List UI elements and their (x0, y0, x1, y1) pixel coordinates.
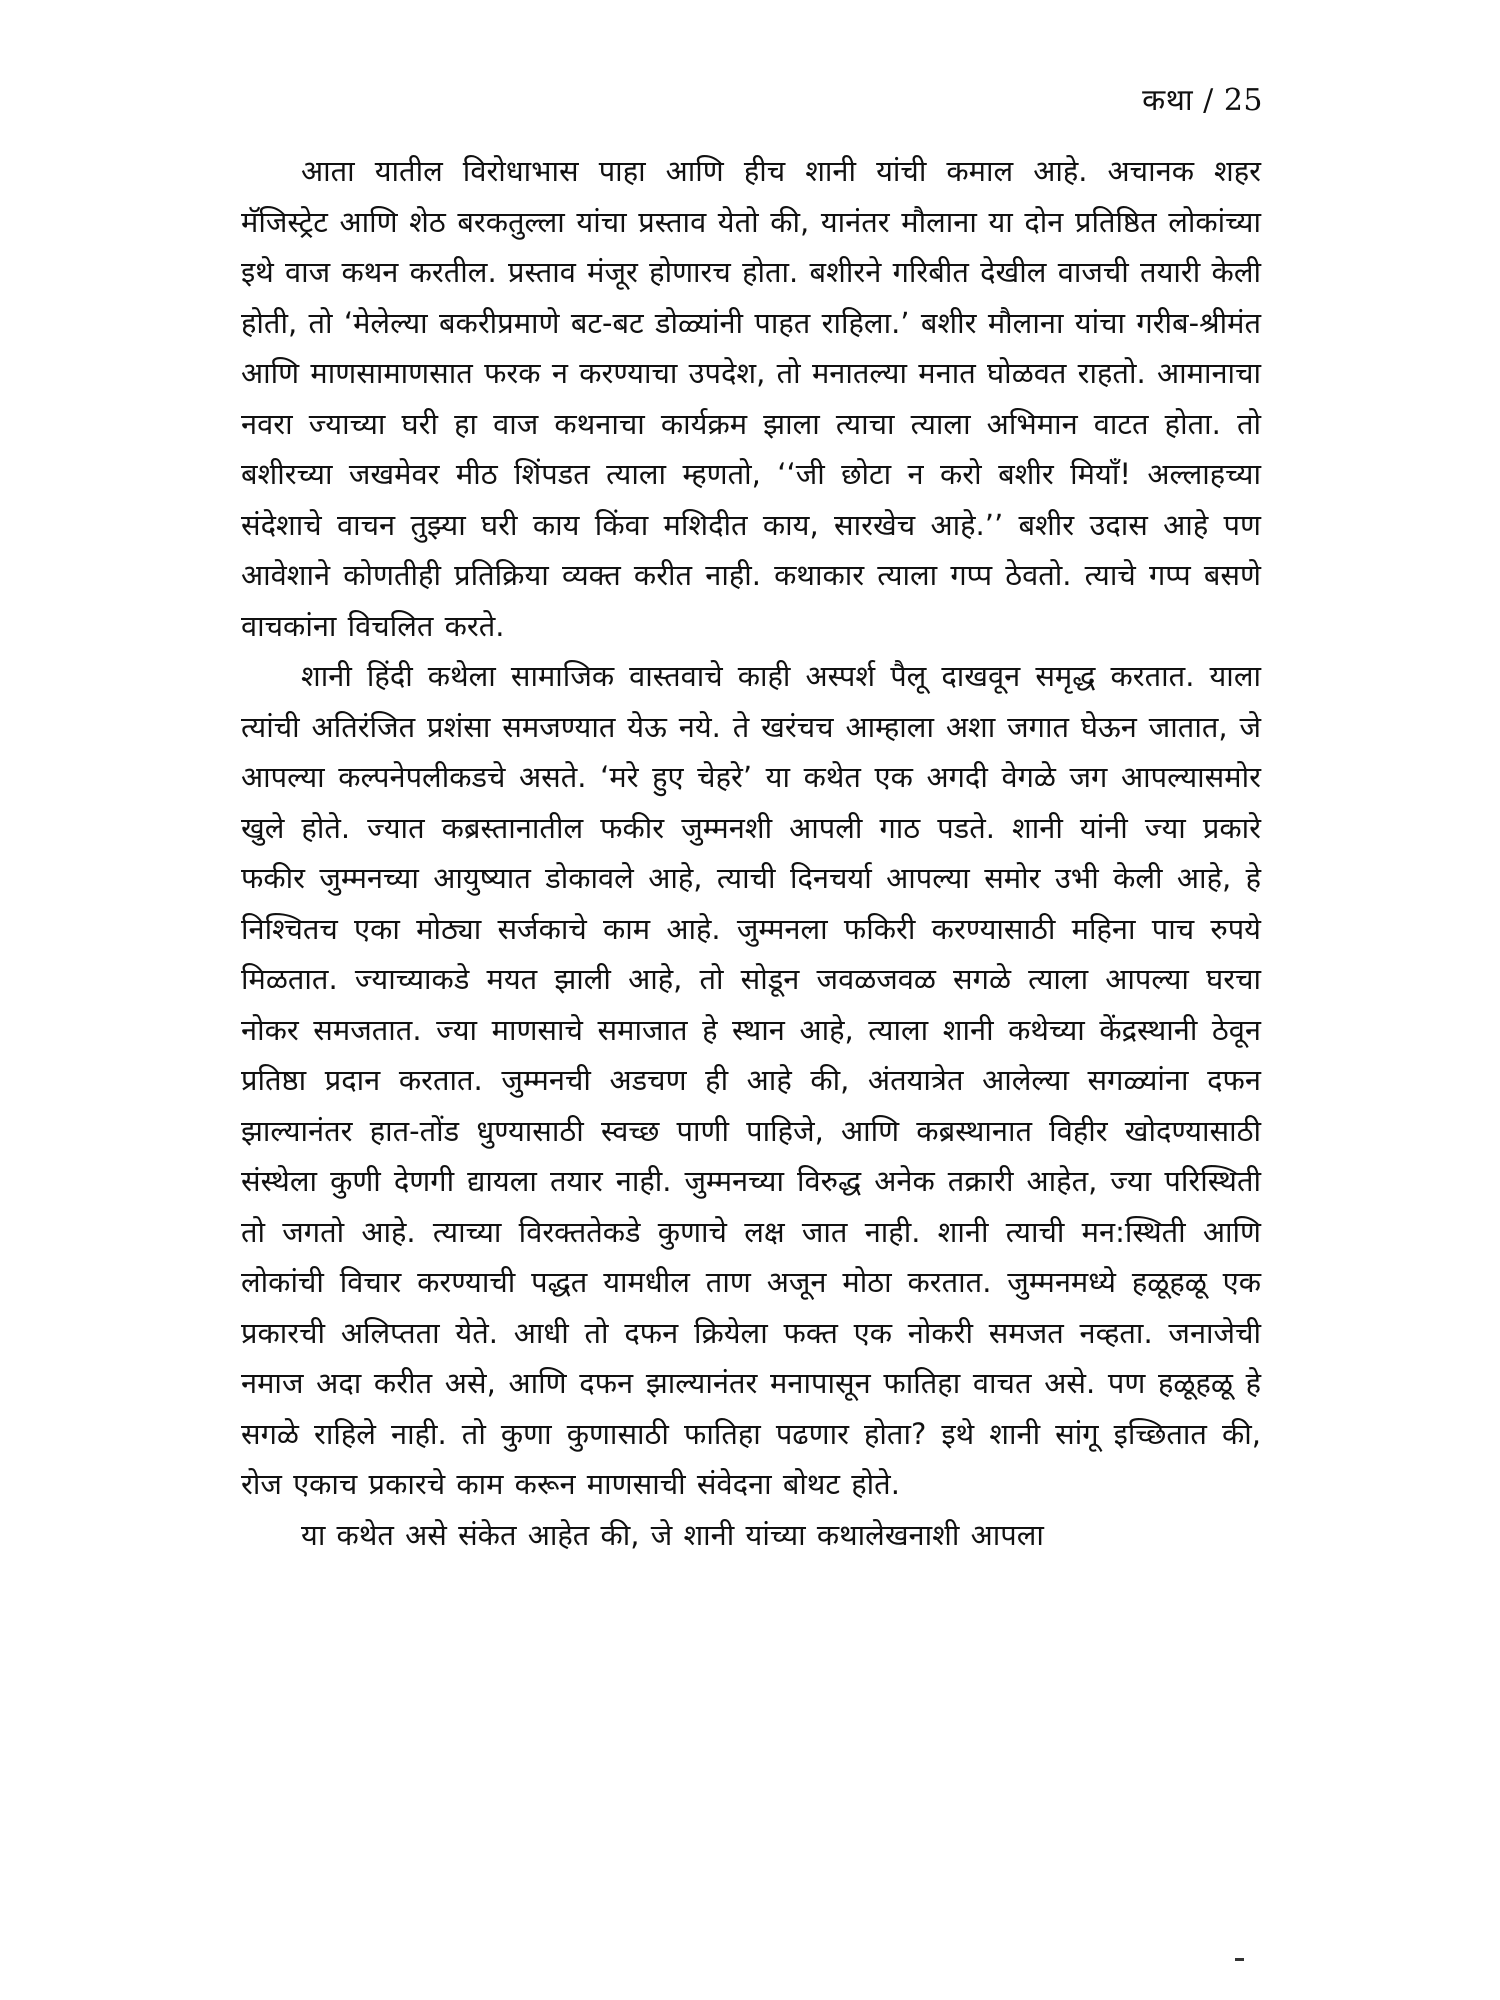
paragraph-1: आता यातील विरोधाभास पाहा आणि हीच शानी यांची कमाल आहे. अचानक शहर मॅजिस्ट्रेट आणि शेठ बरकतुल्ला यांचा प्रस्ताव येतो की, यानंतर मौलाना या दोन प्रतिष्ठित लोकांच्या इथे वाज कथन करतील. प्रस्ताव मंजूर होणारच होता. बशीरने गरिबीत देखील वाजची तयारी केली होती, तो ‘मेलेल्या बकरीप्रमाणे बट-बट डोळ्यांनी पाहत राहिला.’ बशीर मौलाना यांचा गरीब-श्रीमंत आणि माणसामाणसात फरक न करण्याचा उपदेश, तो मनातल्या मनात घोळवत राहतो. आमानाचा नवरा ज्याच्या घरी हा वाज कथनाचा कार्यक्रम झाला त्याचा त्याला अभिमान वाटत होता. तो बशीरच्या जखमेवर मीठ शिंपडत त्याला म्हणतो, ‘‘जी छोटा न करो बशीर मियाँ! अल्लाहच्या संदेशाचे वाचन तुझ्या घरी काय किंवा मशिदीत काय, सारखेच आहे.’’ बशीर उदास आहे पण आवेशाने कोणतीही प्रतिक्रिया व्यक्त करीत नाही. कथाकार त्याला गप्प ठेवतो. त्याचे गप्प बसणे वाचकांना विचलित करते. (241, 154, 1261, 643)
body-text (241, 146, 1261, 1560)
paragraph-2: शानी हिंदी कथेला सामाजिक वास्तवाचे काही अस्पर्श पैलू दाखवून समृद्ध करतात. याला त्यांची अतिरंजित प्रशंसा समजण्यात येऊ नये. ते खरंचच आम्हाला अशा जगात घेऊन जातात, जे आपल्या कल्पनेपलीकडचे असते. ‘मरे हुए चेहरे’ या कथेत एक अगदी वेगळे जग आपल्यासमोर खुले होते. ज्यात कब्रस्तानातील फकीर जुम्मनशी आपली गाठ पडते. शानी यांनी ज्या प्रकारे फकीर जुम्मनच्या आयुष्यात डोकावले आहे, त्याची दिनचर्या आपल्या समोर उभी केली आहे, हे निश्चितच एका मोठ्या सर्जकाचे काम आहे. जुम्मनला फकिरी करण्यासाठी महिना पाच रुपये मिळतात. ज्याच्याकडे मयत झाली आहे, तो सोडून जवळजवळ सगळे त्याला आपल्या घरचा नोकर समजतात. ज्या माणसाचे समाजात हे स्थान आहे, त्याला शानी कथेच्या केंद्रस्थानी ठेवून प्रतिष्ठा प्रदान करतात. जुम्मनची अडचण ही आहे की, अंतयात्रेत आलेल्या सगळ्यांना दफन झाल्यानंतर हात-तोंड धुण्यासाठी स्वच्छ पाणी पाहिजे, आणि कब्रस्थानात विहीर खोदण्यासाठी संस्थेला कुणी देणगी द्यायला तयार नाही. जुम्मनच्या विरुद्ध अनेक तक्रारी आहेत, ज्या परिस्थिती तो जगतो आहे. त्याच्या विरक्ततेकडे कुणाचे लक्ष जात नाही. शानी त्याची मन:स्थिती आणि लोकांची विचार करण्याची पद्धत यामधील ताण अजून मोठा करतात. जुम्मनमध्ये हळूहळू एक प्रकारची अलिप्तता येते. आधी तो दफन क्रियेला फक्त एक नोकरी समजत नव्हता. जनाजेची नमाज अदा करीत असे, आणि दफन झाल्यानंतर मनापासून फातिहा वाचत असे. पण हळूहळू हे सगळे राहिले नाही. तो कुणा कुणासाठी फातिहा पढणार होता? इथे शानी सांगू इच्छितात की, रोज एकाच प्रकारचे काम करून माणसाची संवेदना बोथट होते. (241, 659, 1261, 1501)
running-header: कथा / 25 (1142, 83, 1263, 118)
print-mark (1235, 1958, 1244, 1961)
paragraph-3: या कथेत असे संकेत आहेत की, जे शानी यांच्या कथालेखनाशी आपला (301, 1517, 1044, 1552)
